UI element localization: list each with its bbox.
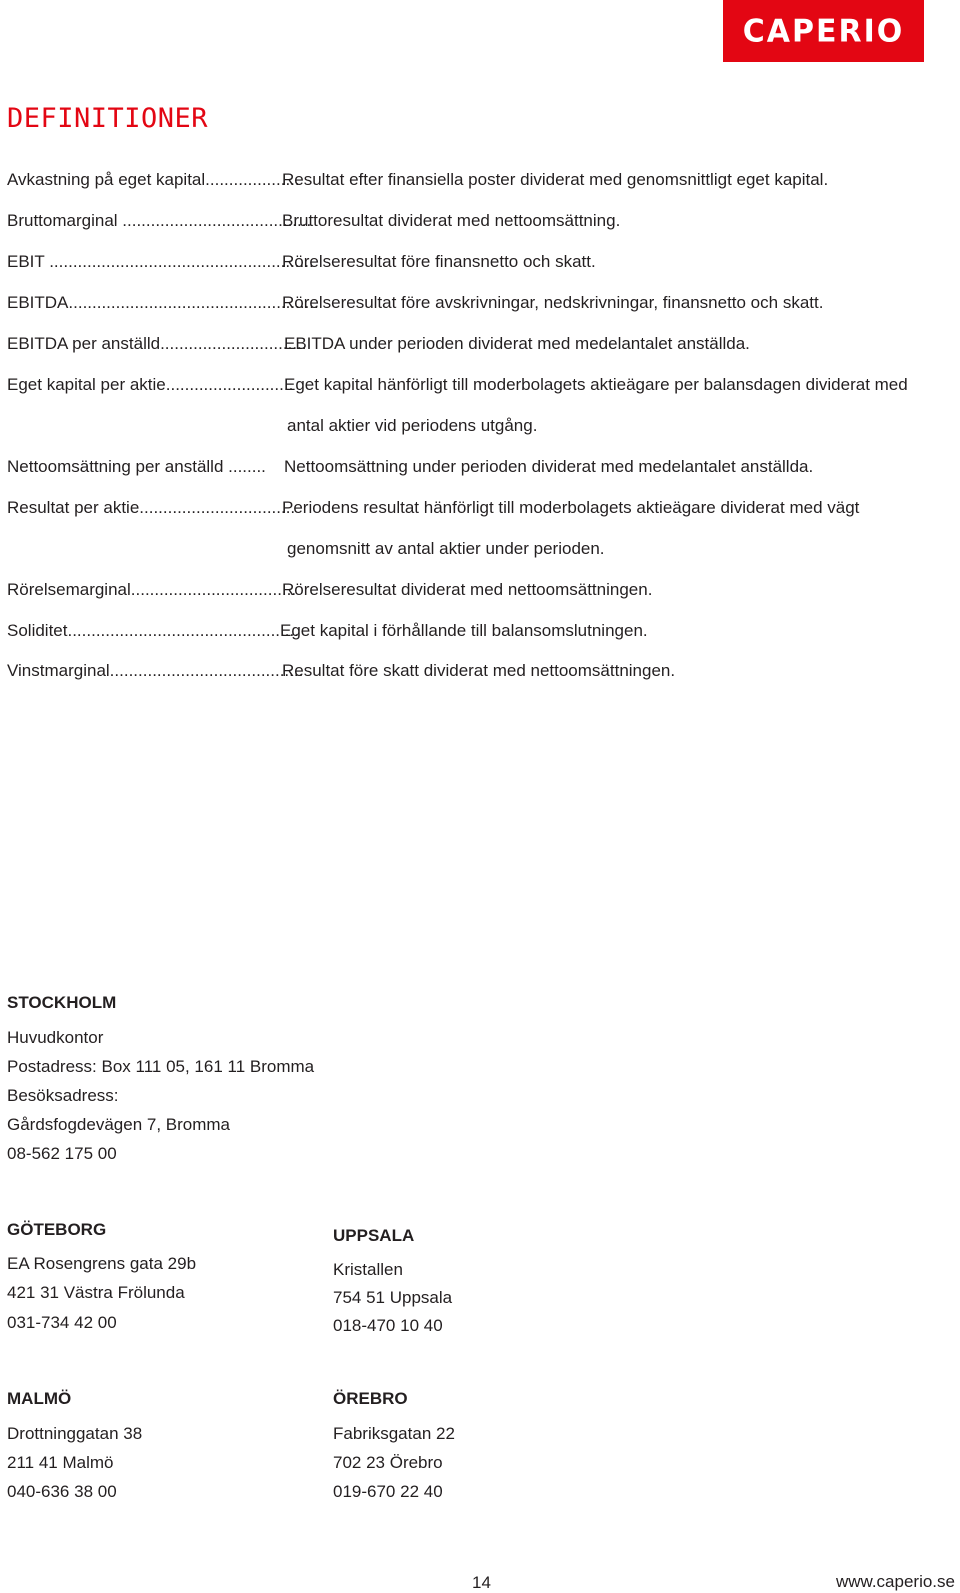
office-line: Kristallen [333, 1260, 403, 1279]
definition-text: Rörelseresultat före avskrivningar, nedskrivningar, finansnetto och skatt. [282, 293, 824, 312]
definition-term: Resultat per aktie................................. [7, 498, 296, 517]
definition-term: Avkastning på eget kapital.................... [7, 170, 300, 189]
page-heading: DEFINITIONER [7, 103, 209, 134]
office-line: EA Rosengrens gata 29b [7, 1254, 197, 1273]
definition-text: Rörelseresultat dividerat med nettoomsättningen. [282, 580, 653, 599]
office-title: ÖREBRO [333, 1389, 408, 1408]
definition-text: Eget kapital i förhållande till balansomslutningen. [280, 621, 648, 640]
definition-text-continued: antal aktier vid periodens utgång. [287, 416, 538, 435]
website-link[interactable]: www.caperio.se [835, 1572, 955, 1591]
definition-term: Bruttomarginal ........................................ [7, 211, 312, 230]
definition-text: Bruttoresultat dividerat med nettoomsättning. [282, 211, 621, 230]
office-title: GÖTEBORG [7, 1220, 107, 1239]
definition-term: Eget kapital per aktie........................... [7, 375, 294, 394]
definition-term: EBITDA..................................................... [7, 293, 319, 312]
office-line: Drottninggatan 38 [7, 1424, 143, 1443]
definition-text: Periodens resultat hänförligt till moderbolagets aktieägare dividerat med vägt [282, 498, 860, 517]
office-title: MALMÖ [7, 1389, 72, 1408]
definition-text-continued: genomsnitt av antal aktier under perioden. [287, 539, 605, 558]
definition-term: Nettoomsättning per anställd ........ [7, 457, 266, 476]
office-line: 421 31 Västra Frölunda [7, 1283, 185, 1302]
definition-term: Vinstmarginal......................................... [7, 661, 304, 680]
logo-text: CAPERIO [742, 12, 905, 50]
definitions-list [0, 0, 960, 720]
office-line: Postadress: Box 111 05, 161 11 Bromma [7, 1057, 315, 1076]
office-title: UPPSALA [333, 1226, 415, 1245]
office-line: 754 51 Uppsala [333, 1288, 453, 1307]
page-number: 14 [472, 1573, 491, 1592]
definition-text: Resultat före skatt dividerat med nettoomsättningen. [282, 661, 676, 680]
office-line: 031-734 42 00 [7, 1313, 117, 1332]
office-line: 019-670 22 40 [333, 1482, 443, 1501]
office-line: 08-562 175 00 [7, 1144, 117, 1163]
office-title: STOCKHOLM [7, 993, 117, 1012]
definition-term: EBIT ........................................................ [7, 252, 314, 271]
office-line: 018-470 10 40 [333, 1316, 443, 1335]
definition-text: Nettoomsättning under perioden dividerat med medelantalet anställda. [284, 457, 814, 476]
office-line: Fabriksgatan 22 [333, 1424, 455, 1443]
office-line: Huvudkontor [7, 1028, 104, 1047]
definition-text: Eget kapital hänförligt till moderbolagets aktieägare per balansdagen dividerat med [284, 375, 908, 394]
office-line: 211 41 Malmö [7, 1453, 114, 1472]
definition-text: Rörelseresultat före finansnetto och skatt. [282, 252, 596, 271]
definition-text: EBITDA under perioden dividerat med medelantalet anställda. [284, 334, 750, 353]
definition-term: Rörelsemarginal................................... [7, 580, 297, 599]
office-line: Besöksadress: [7, 1086, 119, 1105]
office-line: Gårdsfogdevägen 7, Bromma [7, 1115, 231, 1134]
office-line: 040-636 38 00 [7, 1482, 117, 1501]
definition-text: Resultat efter finansiella poster dividerat med genomsnittligt eget kapital. [282, 170, 829, 189]
definition-term: EBITDA per anställd............................... [7, 334, 307, 353]
office-line: 702 23 Örebro [333, 1453, 443, 1472]
definition-term: Soliditet................................................. [7, 621, 299, 640]
